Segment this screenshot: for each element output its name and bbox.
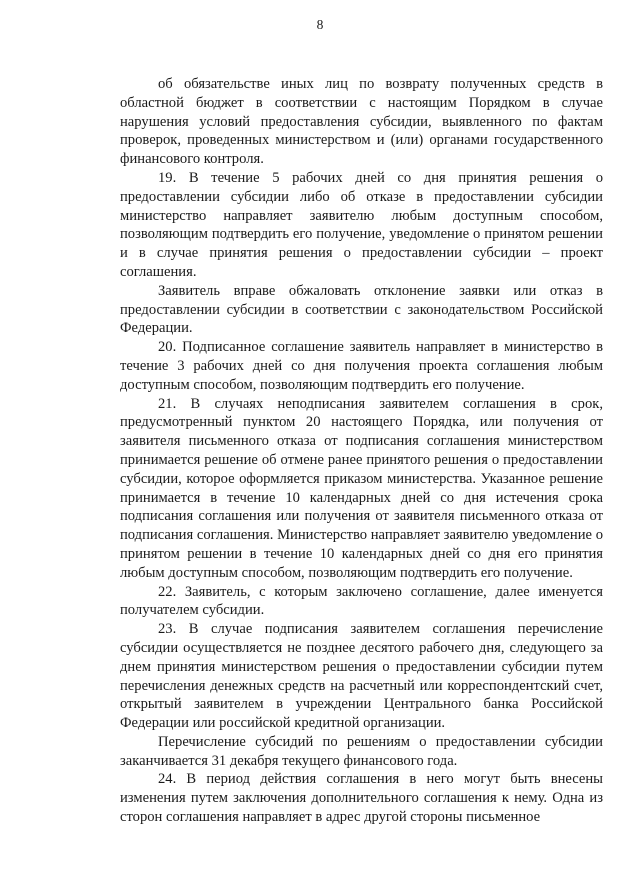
paragraph-continuation: об обязательстве иных лиц по возврату полученных средств в областной бюджет в соответствии с настоящим Порядком в случае нарушения условий предоставления субсидии, выявленного по фактам проверок, проведенных министерством и (или) органами государственного финансового контроля. [120, 76, 603, 168]
paragraph-item-20: 20. Подписанное соглашение заявитель направляет в министерство в течение 3 рабочих дней со дня получения проекта соглашения любым доступным способом, позволяющим подтвердить его получение. [120, 339, 603, 393]
paragraph-item-21: 21. В случаях неподписания заявителем соглашения в срок, предусмотренный пунктом 20 настоящего Порядка, или получения от заявителя письменного отказа от подписания соглашения министерством принимается решение об отмене ранее принятого решения о предоставлении субсидии, которое оформляется приказом министерства. Указанное решение принимается в течение 10 календарных дней со дня истечения срока подписания соглашения или получения от заявителя письменного отказа от подписания соглашения. Министерство направляет заявителю уведомление о принятом решении в течение 10 календарных дней со дня его принятия любым доступным способом, позволяющим подтвердить его получение. [120, 395, 603, 581]
paragraph-appeal: Заявитель вправе обжаловать отклонение заявки или отказ в предоставлении субсидии в соответствии с законодательством Российской Федерации. [120, 282, 603, 337]
paragraph-item-24: 24. В период действия соглашения в него могут быть внесены изменения путем заключения дополнительного соглашения к нему. Одна из сторон соглашения направляет в адрес другой стороны письменное [120, 771, 603, 826]
page-number: 8 [316, 17, 324, 32]
paragraph-item-19: 19. В течение 5 рабочих дней со дня принятия решения о предоставлении субсидии либо об отказе в предоставлении субсидии министерство направляет заявителю любым доступным способом, позволяющим подтвердить его получение, уведомление о принятом решении и в случае принятия решения о предоставлении субсидии – проект соглашения. [120, 169, 603, 280]
paragraph-item-22: 22. Заявитель, с которым заключено соглашение, далее именуется получателем субсидии. [120, 583, 603, 619]
document-body [120, 75, 603, 827]
paragraph-item-23: 23. В случае подписания заявителем соглашения перечисление субсидии осуществляется не позднее десятого рабочего дня, следующего за днем принятия министерством решения о предоставлении субсидии путем перечисления денежных средств на расчетный или корреспондентский счет, открытый заявителем в учреждении Центрального банка Российской Федерации или российской кредитной организации. [120, 621, 603, 732]
paragraph-transfer-deadline: Перечисление субсидий по решениям о предоставлении субсидии заканчивается 31 декабря текущего финансового года. [120, 733, 603, 769]
